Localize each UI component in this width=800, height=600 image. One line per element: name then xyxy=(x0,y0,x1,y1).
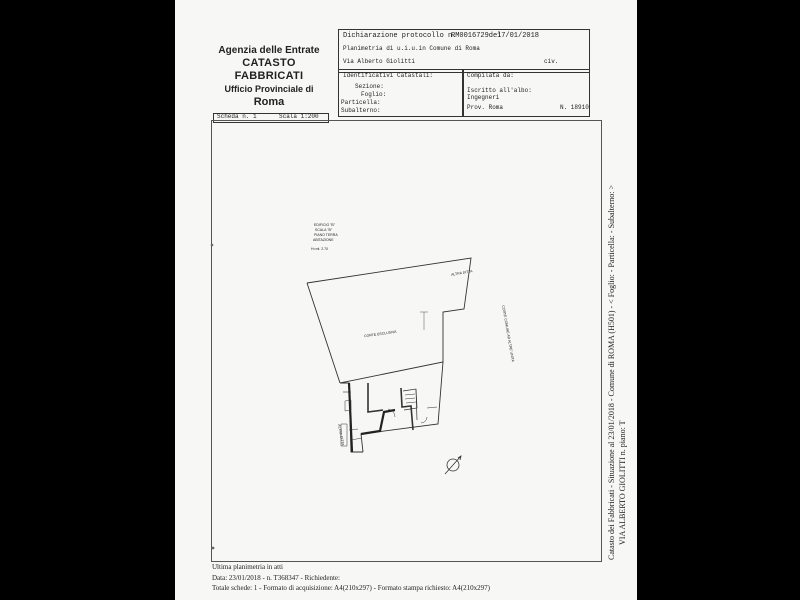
north-arrow-icon xyxy=(445,456,461,474)
protocol-number: RM0016729del xyxy=(451,32,502,40)
civ-label: civ. xyxy=(544,58,559,65)
subalterno-label: Subalterno: xyxy=(341,107,381,114)
ultima-planimetria: Ultima planimetria in atti xyxy=(212,563,283,571)
catasto-side-stamp xyxy=(607,185,616,560)
dichiarazione-label: Dichiarazione protocollo n. xyxy=(343,32,457,40)
agency-name: Agenzia delle Entrate xyxy=(218,45,320,56)
compilata-label: Compilata da: xyxy=(467,72,514,79)
catasto-side-text: Catasto dei Fabbricati - Situazione al 23/01/2018 - Comune di ROMA (H501) - < Foglio: - Particella: - Subalterno: > xyxy=(607,185,616,560)
iscritto-value: Ingegneri xyxy=(467,94,500,101)
east-corte-label: CORTE COMUNE AD ALTRE UNITA xyxy=(501,305,515,363)
n-label: N. 18910 xyxy=(560,104,589,111)
west-ditta-label: ALTRA DITTA xyxy=(337,424,345,447)
address-text: Via Alberto Giolitti xyxy=(343,58,416,65)
document-page xyxy=(175,0,637,600)
scale-label: Scala 1:200 xyxy=(279,113,319,120)
piano-label: PIANO TERRA xyxy=(314,233,338,237)
abitazione-label: ABITAZIONE xyxy=(313,238,334,242)
iscritto-label: Iscritto all'albo: xyxy=(467,87,532,94)
planimetria-text: Planimetria di u.i.u.in Comune di Roma xyxy=(343,45,480,52)
altra-ditta-label: ALTRA DITTA xyxy=(450,269,473,277)
prov-label: Prov. Roma xyxy=(467,104,504,111)
ufficio-label: Ufficio Provinciale di xyxy=(224,84,314,94)
totale-line: Totale schede: 1 - Formato di acquisizione: A4(210x297) - Formato stampa richiesto: A4(210x297) xyxy=(212,584,490,592)
scale-b-label: SCALA "B" xyxy=(315,228,333,232)
data-line: Data: 23/01/2018 - n. T368347 - Richiedente: xyxy=(212,574,340,582)
particella-label: Particella: xyxy=(341,99,381,106)
height-label: H=ml. 2.70 xyxy=(311,247,329,251)
scheda-label: Scheda n. 1 xyxy=(217,113,257,120)
corte-label: CORTE ESCLUSIVA xyxy=(363,329,397,339)
identificativi-label: Identificativi Catastali: xyxy=(343,72,434,79)
address-side-text: VIA ALBERTO GIOLITTI n. piano: T xyxy=(618,420,627,545)
city-name: Roma xyxy=(253,96,285,108)
sezione-label: Sezione: xyxy=(355,83,384,90)
floor-plan xyxy=(175,0,637,600)
protocol-date: 17/01/2018 xyxy=(497,32,540,40)
address-side-stamp xyxy=(618,420,627,545)
building-label: EDIFICIO "B" xyxy=(314,223,335,227)
foglio-label: Foglio: xyxy=(361,91,387,98)
catasto-title: CATASTO FABBRICATI xyxy=(234,57,304,82)
